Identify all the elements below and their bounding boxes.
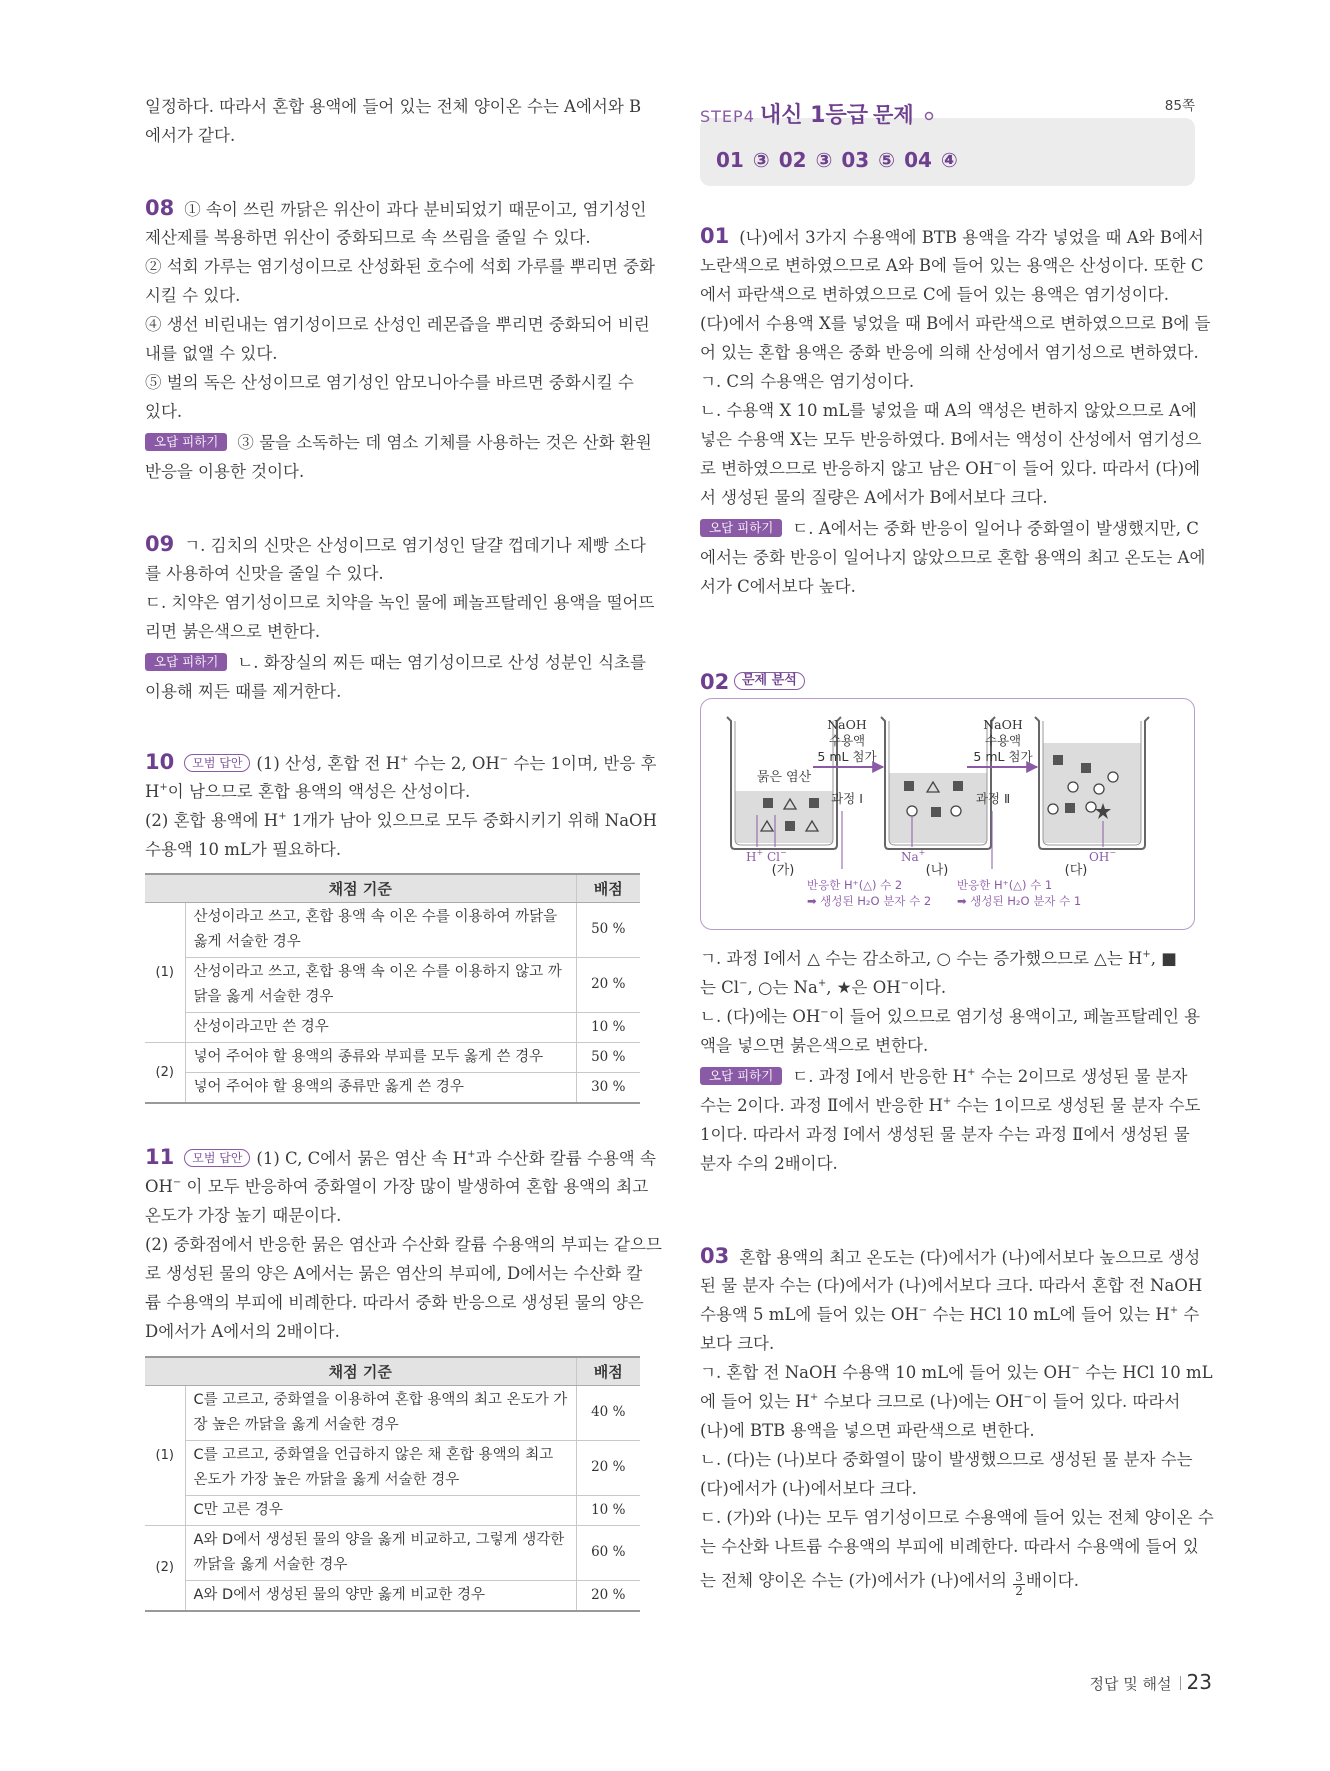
q03-line: (나)에 BTB 용액을 넣으면 파란색으로 변한다. <box>700 1421 1035 1440</box>
table-row: (1) 산성이라고 쓰고, 혼합 용액 속 이온 수를 이용하여 까닭을 옳게 서술한 경우 50 % <box>145 902 640 957</box>
q11-line: OH− 이 모두 반응하여 중화열이 가장 많이 발생하여 혼합 용액의 최고 <box>145 1177 649 1196</box>
question-number: 01 <box>700 224 730 248</box>
q11-line: 온도가 가장 높기 때문이다. <box>145 1206 342 1225</box>
q03-line: ㄱ. 혼합 전 NaOH 수용액 10 mL에 들어 있는 OH− 수는 HCl 10 mL <box>700 1363 1213 1382</box>
q03-line: (다)에서가 (나)에서보다 크다. <box>700 1479 917 1498</box>
svg-text:Cl−: Cl− <box>767 848 787 864</box>
beaker-label: (다) <box>1064 863 1088 878</box>
q02-line: 액을 넣으면 붉은색으로 변한다. <box>700 1036 929 1055</box>
q01-line: ㄱ. C의 수용액은 염기성이다. <box>700 372 915 391</box>
svg-text:OH−: OH− <box>1089 848 1117 864</box>
q08-line: ⑤ 벌의 독은 산성이므로 염기성인 암모니아수를 바르면 중화시킬 수 <box>145 373 634 392</box>
q09-line: 이용해 찌든 때를 제거한다. <box>145 682 342 701</box>
table-header: 채점 기준 <box>145 1357 576 1385</box>
beaker-c <box>1035 717 1149 878</box>
beaker-a <box>727 717 841 878</box>
question-number: 11 <box>145 1145 175 1169</box>
fraction: $\frac{3}{2}$ <box>1015 1570 1023 1598</box>
question-number: 02 <box>700 670 730 694</box>
table-header: 배점 <box>576 1357 640 1385</box>
svg-text:수용액: 수용액 <box>984 733 1022 748</box>
q02-line: 는 Cl−, ○는 Na+, ★은 OH−이다. <box>700 978 947 997</box>
table-row: 산성이라고만 쓴 경우 10 % <box>145 1012 640 1042</box>
q01-line: (다)에서 수용액 X를 넣었을 때 B에서 파란색으로 변하였으므로 B에 들 <box>700 314 1211 333</box>
wrong-answer-tag: 오답 피하기 <box>700 1067 782 1085</box>
svg-text:과정 Ⅰ: 과정 Ⅰ <box>831 791 863 806</box>
svg-text:5 mL 첨가: 5 mL 첨가 <box>817 749 877 764</box>
model-answer-tag: 모범 답안 <box>184 1149 250 1167</box>
intro-line: 에서가 같다. <box>145 126 236 145</box>
model-answer-tag: 모범 답안 <box>184 754 250 772</box>
q02-line: ㄴ. (다)에는 OH−이 들어 있으므로 염기성 용액이고, 페놀프탈레인 용 <box>700 1007 1201 1026</box>
q03-line: 된 물 분자 수는 (다)에서가 (나)에서보다 크다. 따라서 혼합 전 NaOH <box>700 1276 1203 1295</box>
question-number: 08 <box>145 196 175 220</box>
page-reference: 85쪽 <box>1164 98 1195 114</box>
q09-line: 를 사용하여 신맛을 줄일 수 있다. <box>145 564 384 583</box>
q10-line: 수용액 10 mL가 필요하다. <box>145 840 342 859</box>
q11-line: 륨 수용액의 부피에 비례한다. 따라서 중화 반응으로 생성된 물의 양은 <box>145 1293 644 1312</box>
q08-line: 시킬 수 있다. <box>145 286 241 305</box>
table-row: (2) A와 D에서 생성된 물의 양을 옳게 비교하고, 그렇게 생각한 까닭을 옳게 서술한 경우 60 % <box>145 1525 640 1580</box>
q01-line: ㄴ. 수용액 X 10 mL를 넣었을 때 A의 액성은 변하지 않았으므로 A에 <box>700 401 1197 420</box>
svg-text:➡ 생성된 H₂O 분자 수 1: ➡ 생성된 H₂O 분자 수 1 <box>957 894 1082 908</box>
table-header: 채점 기준 <box>145 874 576 902</box>
q08-line: 제산제를 복용하면 위산이 중화되므로 속 쓰림을 줄일 수 있다. <box>145 228 591 247</box>
q02-line: 오답 피하기 ㄷ. 과정 Ⅰ에서 반응한 H+ 수는 2이므로 생성된 물 분자 <box>700 1062 1195 1091</box>
neutralization-diagram <box>700 698 1195 930</box>
q10-line: (2) 혼합 용액에 H+ 1개가 남아 있으므로 모두 중화시키기 위해 NaOH <box>145 811 657 830</box>
q01-line: 서가 C에서보다 높다. <box>700 577 856 596</box>
q01-line: 오답 피하기 ㄷ. A에서는 중화 반응이 일어나 중화열이 발생했지만, C <box>700 514 1195 543</box>
table-row: C를 고르고, 중화열을 언급하지 않은 채 혼합 용액의 최고 온도가 가장 높은 까닭을 옳게 서술한 경우 20 % <box>145 1440 640 1495</box>
q08-line: 오답 피하기 ③ 물을 소독하는 데 염소 기체를 사용하는 것은 산화 환원 <box>145 428 640 457</box>
svg-text:NaOH: NaOH <box>827 717 867 732</box>
step-title: STEP4 내신 1등급 문제 <box>700 98 939 129</box>
title-swoosh-icon <box>919 109 939 123</box>
q02-line: 수는 2이다. 과정 Ⅱ에서 반응한 H+ 수는 1이므로 생성된 물 분자 수도 <box>700 1096 1201 1115</box>
q08-line: 반응을 이용한 것이다. <box>145 462 305 481</box>
q08-line: ② 석회 가루는 염기성이므로 산성화된 호수에 석회 가루를 뿌리면 중화 <box>145 257 655 276</box>
page-number: 23 <box>1186 1670 1212 1694</box>
q01-line: 노란색으로 변하였으므로 A와 B에 들어 있는 용액은 산성이다. 또한 C <box>700 256 1204 275</box>
svg-text:Na+: Na+ <box>901 848 926 864</box>
table-row: (1) C를 고르고, 중화열을 이용하여 혼합 용액의 최고 온도가 가장 높은 까닭을 옳게 서술한 경우 40 % <box>145 1385 640 1440</box>
q03-line: 03 혼합 용액의 최고 온도는 (다)에서가 (나)에서보다 높으므로 생성 <box>700 1244 1201 1268</box>
problem-analysis-tag: 문제 분석 <box>734 671 811 690</box>
wrong-answer-tag: 오답 피하기 <box>700 519 782 537</box>
question-number: 10 <box>145 750 175 774</box>
q01-line: 로 변하였으므로 반응하지 않고 남은 OH−이 들어 있다. 따라서 (다)에 <box>700 459 1201 478</box>
q03-line: ㄷ. (가)와 (나)는 모두 염기성이므로 수용액에 들어 있는 전체 양이온 수 <box>700 1508 1214 1527</box>
q02-line: 분자 수의 2배이다. <box>700 1154 838 1173</box>
wrong-answer-tag: 오답 피하기 <box>145 433 227 451</box>
svg-text:➡ 생성된 H₂O 분자 수 2: ➡ 생성된 H₂O 분자 수 2 <box>807 894 932 908</box>
q03-line: 수용액 5 mL에 들어 있는 OH− 수는 HCl 10 mL에 들어 있는 H+ 수 <box>700 1305 1200 1324</box>
diagram-svg <box>701 699 1196 931</box>
beaker-label: (나) <box>925 863 949 878</box>
svg-text:5 mL 첨가: 5 mL 첨가 <box>973 749 1033 764</box>
q11-line: (2) 중화점에서 반응한 묽은 염산과 수산화 칼륨 수용액의 부피는 같으므 <box>145 1235 662 1254</box>
q10-line: 10 모범 답안 (1) 산성, 혼합 전 H+ 수는 2, OH− 수는 1이며, 반응 후 <box>145 750 657 774</box>
q03-line: ㄴ. (다)는 (나)보다 중화열이 많이 발생했으므로 생성된 물 분자 수는 <box>700 1450 1193 1469</box>
q01-line: 01 (나)에서 3가지 수용액에 BTB 용액을 각각 넣었을 때 A와 B에서 <box>700 224 1204 248</box>
table-row: C만 고른 경우 10 % <box>145 1495 640 1525</box>
q08-line: 있다. <box>145 402 183 421</box>
question-number: 03 <box>700 1244 730 1268</box>
scoring-table <box>145 1356 640 1612</box>
q11-line: 11 모범 답안 (1) C, C에서 묽은 염산 속 H+과 수산화 칼륨 수용액 속 <box>145 1145 656 1169</box>
footer-label: 정답 및 해설 <box>1089 1675 1172 1693</box>
table-row: 산성이라고 쓰고, 혼합 용액 속 이온 수를 이용하지 않고 까닭을 옳게 서술한 경우 20 % <box>145 957 640 1012</box>
svg-text:H+: H+ <box>746 848 764 864</box>
answer-key: 01 ③ 02 ③ 03 ⑤ 04 ④ <box>716 148 958 172</box>
q11-line: 로 생성된 물의 양은 A에서는 묽은 염산의 부피에, D에서는 수산화 칼 <box>145 1264 643 1283</box>
svg-text:반응한 H⁺(△) 수 2: 반응한 H⁺(△) 수 2 <box>807 878 903 892</box>
q02-line: ㄱ. 과정 Ⅰ에서 △ 수는 감소하고, ○ 수는 증가했으므로 △는 H+, ■ <box>700 949 1177 968</box>
q03-line: 는 전체 양이온 수는 (가)에서가 (나)에서의 $\frac{3}{2}$ 배이다. <box>700 1570 1079 1598</box>
q09-line: 리면 붉은색으로 변한다. <box>145 622 321 641</box>
q03-line: 는 수산화 나트륨 수용액의 부피에 비례한다. 따라서 수용액에 들어 있 <box>700 1537 1199 1556</box>
q10-line: H+이 남으므로 혼합 용액의 액성은 산성이다. <box>145 782 471 801</box>
acid-label: 묽은 염산 <box>756 770 812 785</box>
q03-line: 에 들어 있는 H+ 수보다 크므로 (나)에는 OH−이 들어 있다. 따라서 <box>700 1392 1181 1411</box>
svg-text:반응한 H⁺(△) 수 1: 반응한 H⁺(△) 수 1 <box>957 878 1053 892</box>
footer-divider <box>1180 1676 1181 1690</box>
q01-line: 에서는 중화 반응이 일어나지 않았으므로 혼합 용액의 최고 온도는 A에 <box>700 548 1206 567</box>
svg-text:NaOH: NaOH <box>983 717 1023 732</box>
table-header: 배점 <box>576 874 640 902</box>
table-row: (2) 넣어 주어야 할 용액의 종류와 부피를 모두 옳게 쓴 경우 50 % <box>145 1042 640 1072</box>
svg-text:과정 Ⅱ: 과정 Ⅱ <box>975 791 1011 806</box>
table-row: 넣어 주어야 할 용액의 종류만 옳게 쓴 경우 30 % <box>145 1072 640 1103</box>
q01-line: 서 생성된 물의 질량은 A에서가 B에서보다 크다. <box>700 488 1048 507</box>
intro-line: 일정하다. 따라서 혼합 용액에 들어 있는 전체 양이온 수는 A에서와 B <box>145 97 642 116</box>
scoring-table <box>145 873 640 1104</box>
q08-line: 08 ① 속이 쓰린 까닭은 위산이 과다 분비되었기 때문이고, 염기성인 <box>145 196 647 220</box>
q02-line: 1이다. 따라서 과정 Ⅰ에서 생성된 물 분자 수는 과정 Ⅱ에서 생성된 물 <box>700 1125 1190 1144</box>
beaker-label: (가) <box>771 863 795 878</box>
q01-line: 어 있는 혼합 용액은 중화 반응에 의해 산성에서 염기성으로 변하였다. <box>700 343 1199 362</box>
table-row: A와 D에서 생성된 물의 양만 옳게 비교한 경우 20 % <box>145 1580 640 1611</box>
q08-line: ④ 생선 비린내는 염기성이므로 산성인 레몬즙을 뿌리면 중화되어 비린 <box>145 315 650 334</box>
q01-line: 넣은 수용액 X는 모두 반응하였다. B에서는 액성이 산성에서 염기성으 <box>700 430 1202 449</box>
page-footer <box>1090 1670 1212 1694</box>
q01-line: 에서 파란색으로 변하였으므로 C에 들어 있는 용액은 염기성이다. <box>700 285 1169 304</box>
q03-line: 보다 크다. <box>700 1334 775 1353</box>
wrong-answer-tag: 오답 피하기 <box>145 653 227 671</box>
q09-line: ㄷ. 치약은 염기성이므로 치약을 녹인 물에 페놀프탈레인 용액을 떨어뜨 <box>145 593 655 612</box>
svg-text:수용액: 수용액 <box>828 733 866 748</box>
question-number: 09 <box>145 532 175 556</box>
q08-line: 내를 없앨 수 있다. <box>145 344 278 363</box>
q09-line: 오답 피하기 ㄴ. 화장실의 찌든 때는 염기성이므로 산성 성분인 식초를 <box>145 648 640 677</box>
q11-line: D에서가 A에서의 2배이다. <box>145 1322 340 1341</box>
q09-line: 09 ㄱ. 김치의 신맛은 산성이므로 염기성인 달걀 껍데기나 제빵 소다 <box>145 532 646 556</box>
